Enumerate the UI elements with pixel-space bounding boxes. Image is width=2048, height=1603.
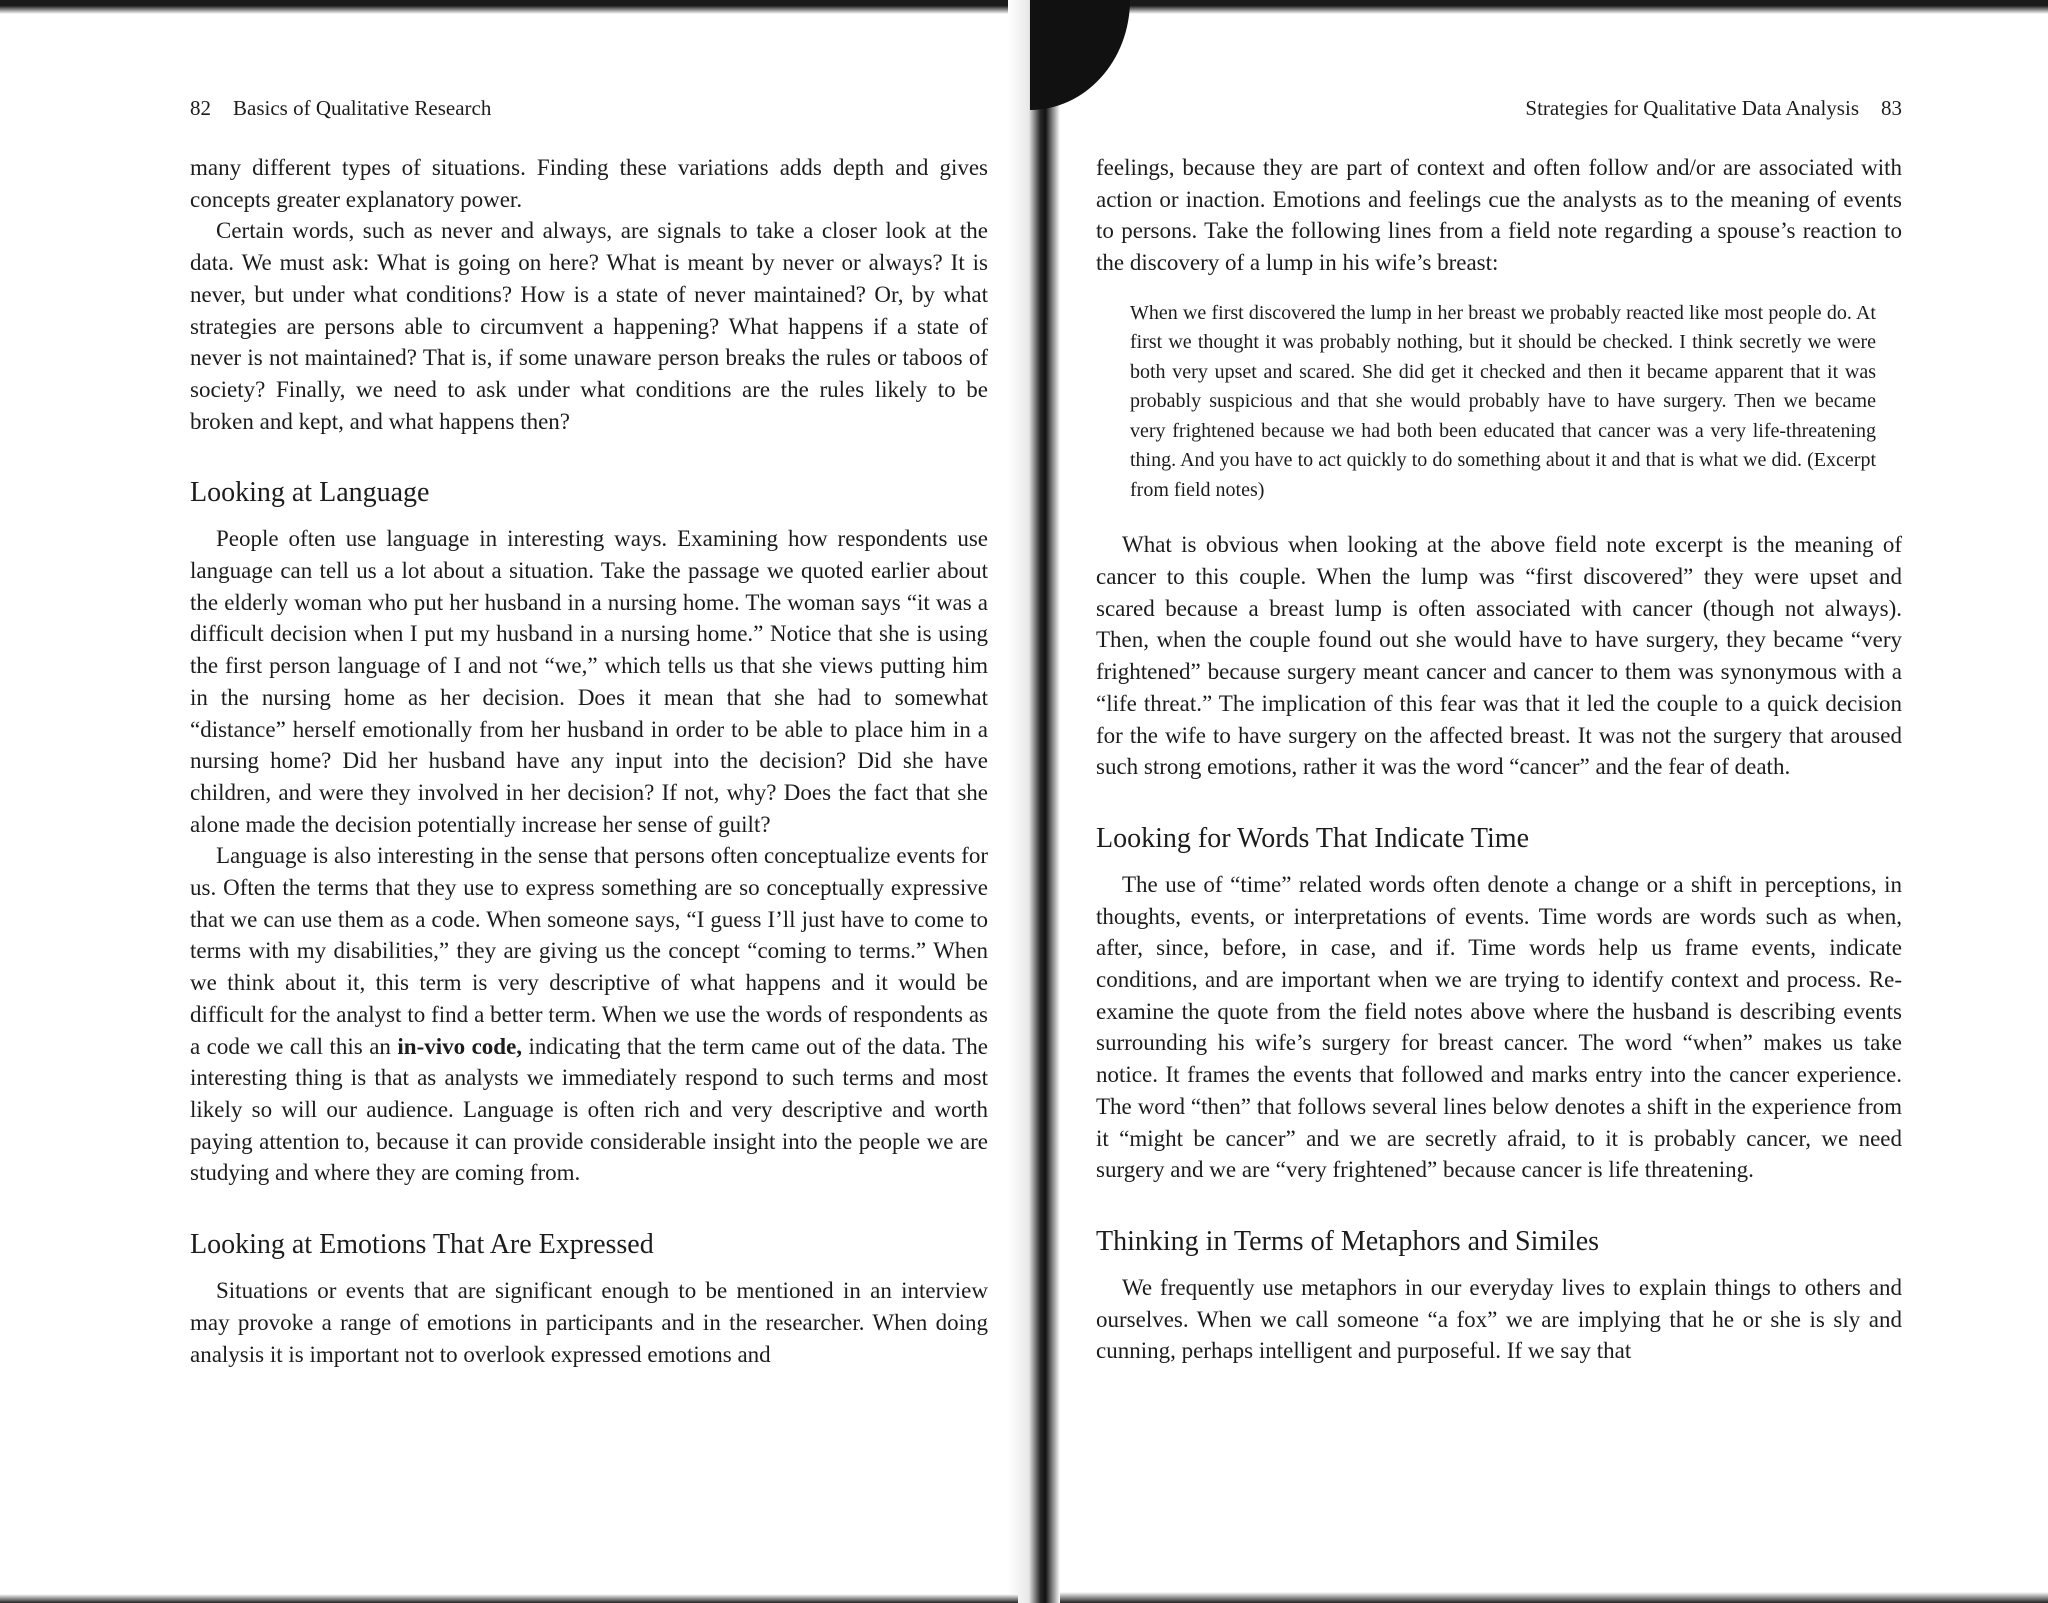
paragraph [190, 840, 988, 1189]
block-quote: When we first discovered the lump in her breast we probably reacted like most people do. At first we thought it was probably nothing, but it should be checked. I think secretly we were both very upset and scared. She did get it checked and then it became apparent that it was probably suspicious and that she would probably have to have surgery. Then we became very frightened because we had both been educated that cancer was a very life-threatening thing. And you have to act quickly to do something about it and that is what we did. (Excerpt from field notes) [1130, 301, 1876, 501]
page-number: 82 [190, 96, 211, 120]
paragraph: feelings, because they are part of context and often follow and/or are associated with action or inaction. Emotions and feelings cue the analysts as to the meaning of events to persons. Take the following lines from a field note regarding a spouse’s reaction to the discovery of a lump in his wife’s breast: [1096, 155, 1902, 276]
paragraph: many different types of situations. Finding these variations adds depth and gives concepts greater explanatory power. [190, 155, 988, 212]
scan-bottom-edge-left [0, 1594, 1018, 1603]
left-running-head [190, 96, 491, 121]
right-running-head [1525, 96, 1902, 121]
running-title: Basics of Qualitative Research [233, 96, 492, 120]
section-heading: Thinking in Terms of Metaphors and Similes [1096, 1225, 1600, 1257]
right-body-text [1096, 152, 1902, 1367]
paragraph: We frequently use metaphors in our everyday lives to explain things to others and ourselves. When we call someone “a fox” we are implying that he or she is sly and cunning, perhaps intelligent and purposeful. If we say that [1096, 1274, 1902, 1364]
gutter-shadow [1030, 0, 1130, 110]
left-body-text [190, 152, 988, 1370]
scan-top-edge-left [0, 0, 1018, 14]
key-term: in-vivo code, [397, 1033, 523, 1059]
section-heading: Looking for Words That Indicate Time [1096, 822, 1530, 854]
book-gutter [1008, 0, 1060, 1603]
running-title: Strategies for Qualitative Data Analysis [1525, 96, 1859, 120]
section-heading: Looking at Emotions That Are Expressed [190, 1229, 654, 1261]
paragraph: The use of “time” related words often denote a change or a shift in perceptions, in thoughts, events, or interpretations of events. Time words are words such as when, after, since, before, in case, and if. Time words help us frame events, indicate conditions, and are important when we are trying to identify context and process. Re-examine the quote from the field notes above where the husband is describing events surrounding his wife’s surgery for breast cancer. The word “when” makes us take notice. It frames the events that followed and marks entry into the cancer experience. The word “then” that follows several lines below denotes a shift in the experience from it “might be cancer” and we are secretly afraid, to it is probably cancer, we need surgery and we are “very frightened” because cancer is life threatening. [1096, 871, 1902, 1183]
paragraph: People often use language in interesting ways. Examining how respondents use language can tell us a lot about a situation. Take the passage we quoted earlier about the elderly woman who put her husband in a nursing home. The woman says “it was a difficult decision when I put my husband in a nursing home.” Notice that she is using the first person language of I and not “we,” which tells us that she views putting him in the nursing home as her decision. Does it mean that she had to somewhat “distance” herself emotionally from her husband in order to be able to place him in a nursing home? Did her husband have any input into the decision? Did she have children, and were they involved in her decision? If not, why? Does the fact that she alone made the decision potentially increase her sense of guilt? [190, 526, 988, 837]
scan-bottom-edge-right [1060, 1592, 2048, 1603]
paragraph-text: indicating that the term came out of the data. The interesting thing is that as analysts we immediately respond to such terms and most likely so will our audience. Language is often rich and very descriptive and worth paying attention to, because it can provide considerable insight into the people we are studying and where they are coming from. [190, 1033, 988, 1186]
page-number: 83 [1881, 96, 1902, 120]
paragraph-text: Language is also interesting in the sense that persons often conceptualize events for us. Often the terms that they use to express something are so conceptually expressive that we can use them as a code. When someone says, “I guess I’ll just have to come to terms with my disabilities,” they are giving us the concept “coming to terms.” When we think about it, this term is very descriptive of what happens and it would be difficult for the analyst to find a better term. When we use the words of respondents as a code we call this an [190, 843, 988, 1059]
paragraph: Situations or events that are significant enough to be mentioned in an interview may provoke a range of emotions in participants and in the researcher. When doing analysis it is important not to overlook expressed emotions and [190, 1278, 988, 1367]
section-heading: Looking at Language [190, 477, 430, 509]
scan-top-edge-right [1090, 0, 2048, 14]
paragraph: Certain words, such as never and always, are signals to take a closer look at the data. We must ask: What is going on here? What is meant by never or always? It is never, but under what conditions? How is a state of never maintained? Or, by what strategies are persons able to circumvent a happening? What happens if a state of never is not maintained? That is, if some unaware person breaks the rules or taboos of society? Finally, we need to ask under what conditions are the rules likely to be broken and kept, and what happens then? [190, 218, 988, 434]
paragraph: What is obvious when looking at the above field note excerpt is the meaning of cancer to this couple. When the lump was “first discovered” they were upset and scared because a breast lump is often associated with cancer (though not always). Then, when the couple found out she would have to have surgery, they became “very frightened” because surgery meant cancer and cancer to them was synonymous with a “life threat.” The implication of this fear was that it led the couple to a quick decision for the wife to have surgery on the affected breast. It was not the surgery that aroused such strong emotions, rather it was the word “cancer” and the fear of death. [1096, 532, 1902, 780]
